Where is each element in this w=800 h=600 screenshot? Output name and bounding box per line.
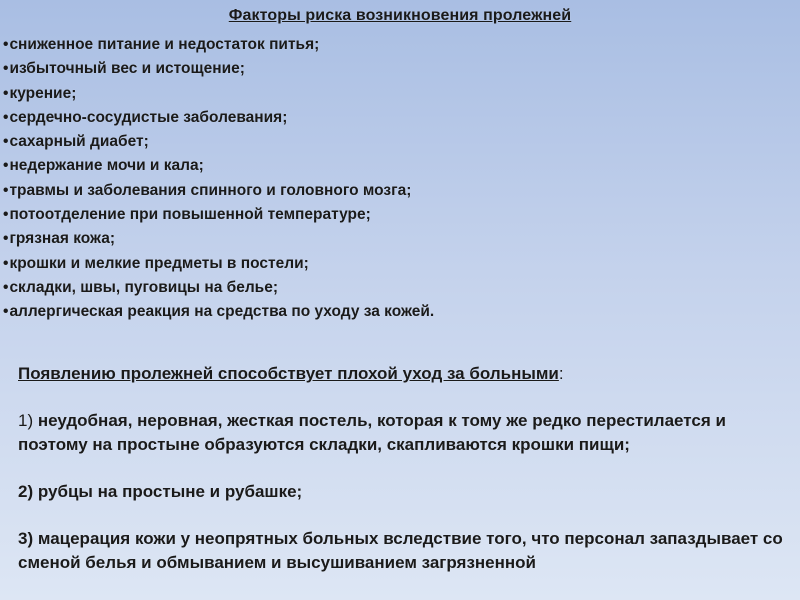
care-item-text: мацерация кожи у неопрятных больных вследствие того, что персонал запаздывает со сменой белья и обмыванием и высушиванием загрязненной	[18, 529, 783, 572]
list-item: • сахарный диабет;	[3, 130, 434, 154]
care-item-3	[18, 527, 793, 574]
list-item: • аллергическая реакция на средства по уходу за кожей.	[3, 300, 434, 324]
care-item-text: рубцы на простыне и рубашке;	[33, 481, 303, 501]
list-item: • складки, швы, пуговицы на белье;	[3, 276, 434, 300]
list-item: • потоотделение при повышенной температуре;	[3, 203, 434, 227]
list-item: • избыточный вес и истощение;	[3, 57, 434, 81]
list-item: • сердечно-сосудистые заболевания;	[3, 106, 434, 130]
care-heading-colon: :	[558, 364, 564, 383]
list-item: • грязная кожа;	[3, 227, 434, 251]
risk-factors-list	[3, 33, 434, 325]
list-item: • недержание мочи и кала;	[3, 154, 434, 178]
care-item-number: 1)	[18, 411, 34, 431]
list-item: • курение;	[3, 82, 434, 106]
slide-title: Факторы риска возникновения пролежней	[228, 7, 572, 24]
care-item-2	[18, 480, 793, 504]
list-item: • крошки и мелкие предметы в постели;	[3, 252, 434, 276]
list-item: • травмы и заболевания спинного и головного мозга;	[3, 179, 434, 203]
care-heading-line	[18, 362, 793, 386]
care-heading: Появлению пролежней способствует плохой уход за больными	[18, 364, 559, 383]
care-item-1	[18, 409, 793, 456]
list-item: • сниженное питание и недостаток питья;	[3, 33, 434, 57]
care-item-text: неудобная, неровная, жесткая постель, которая к тому же редко перестилается и поэтому на простыне образуются складки, скапливаются крошки пищи;	[18, 411, 726, 454]
care-item-number: 3)	[18, 529, 34, 549]
care-item-number: 2)	[18, 481, 34, 501]
care-section	[18, 362, 793, 574]
